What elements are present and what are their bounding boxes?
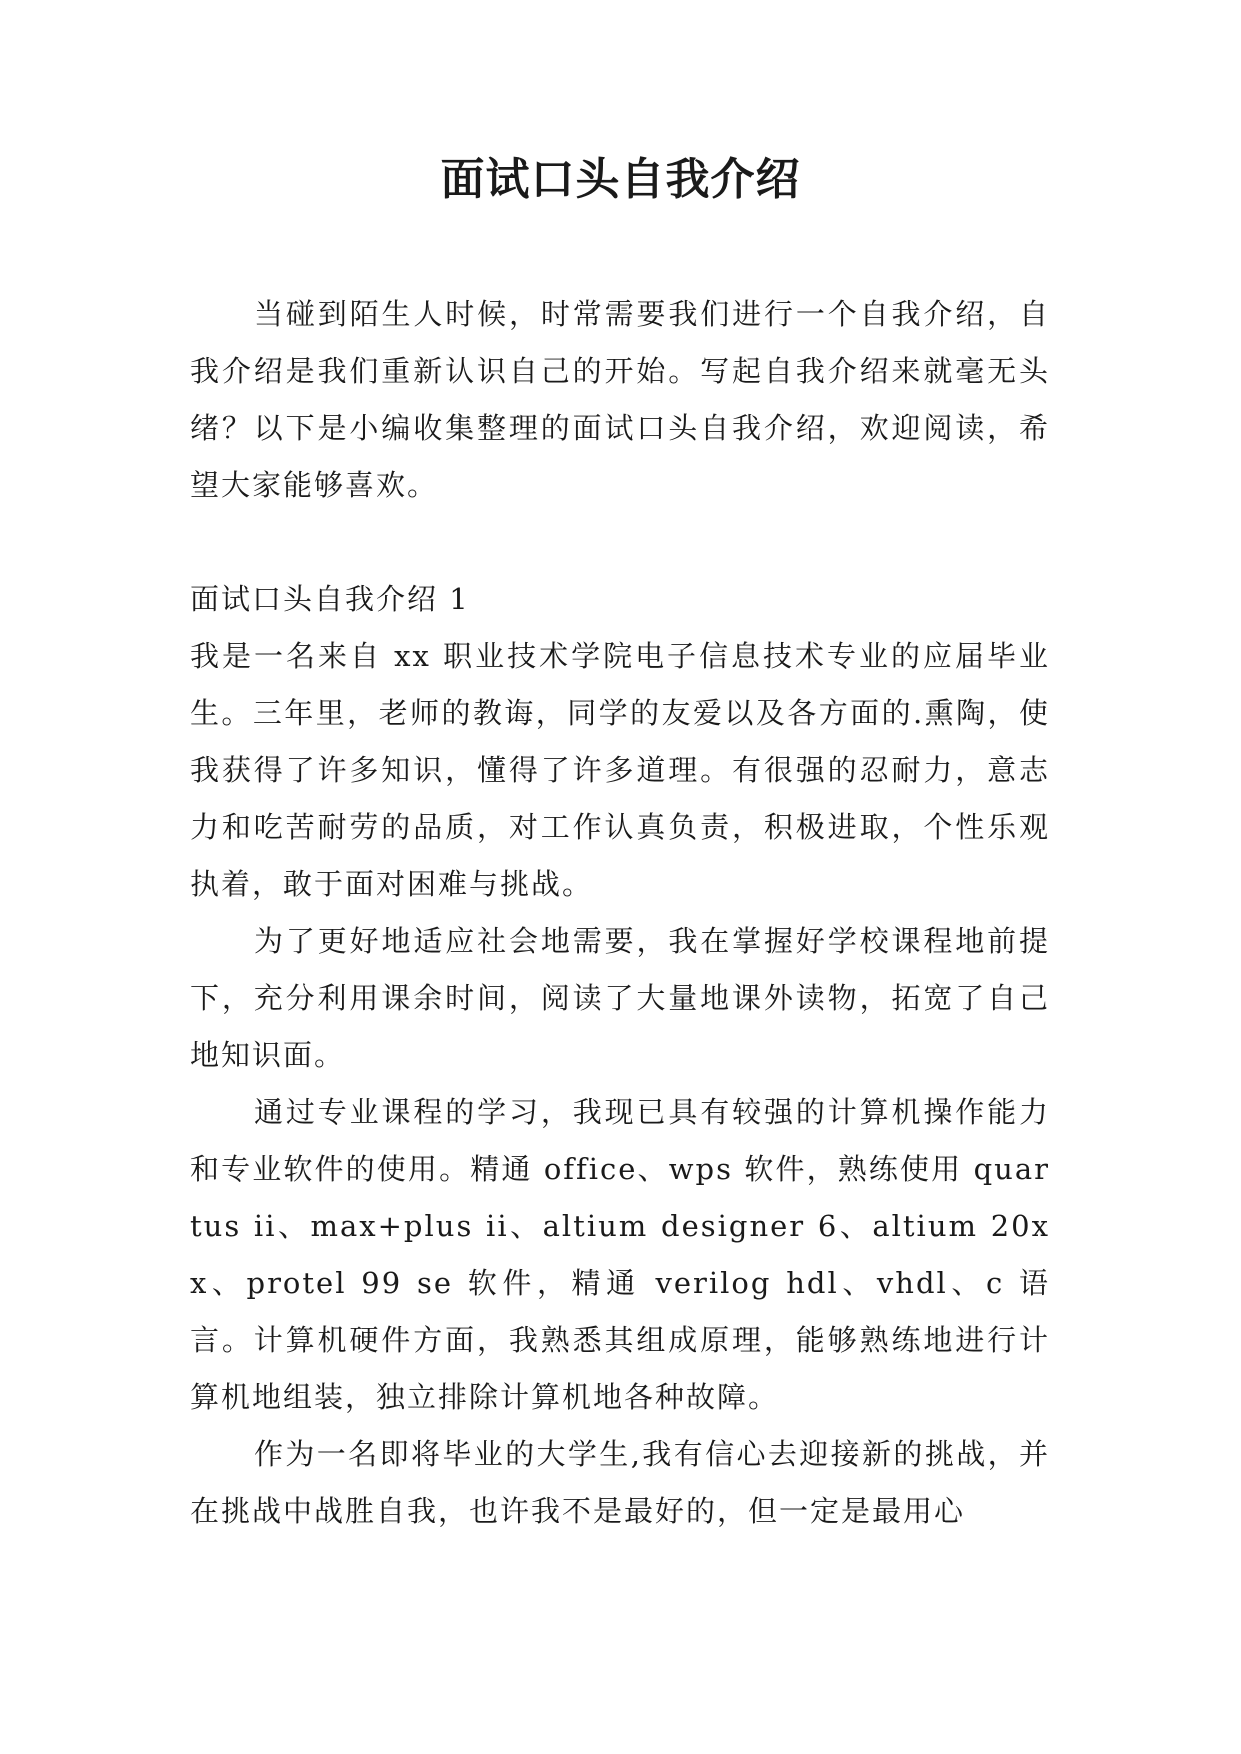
page-title: 面试口头自我介绍 [440,154,801,205]
intro-paragraph: 当碰到陌生人时候，时常需要我们进行一个自我介绍，自我介绍是我们重新认识自己的开始。写起自我介绍来就毫无头绪？以下是小编收集整理的面试口头自我介绍，欢迎阅读，希望大家能够喜欢。 [190,297,1050,502]
body-paragraph-2: 为了更好地适应社会地需要，我在掌握好学校课程地前提下，充分利用课余时间，阅读了大量地课外读物，拓宽了自己地知识面。 [190,924,1050,1072]
body-paragraph-3: 通过专业课程的学习，我现已具有较强的计算机操作能力和专业软件的使用。精通 office、wps 软件，熟练使用 quartus ii、max+plus ii、altium designer 6、altium 20xx、protel 99 se 软件，精通 verilog hdl、vhdl、c 语言。计算机硬件方面，我熟悉其组成原理，能够熟练地进行计算机地组装，独立排除计算机地各种故障。 [190,1095,1050,1414]
body-paragraph-1: 我是一名来自 xx 职业技术学院电子信息技术专业的应届毕业生。三年里，老师的教诲，同学的友爱以及各方面的.熏陶，使我获得了许多知识，懂得了许多道理。有很强的忍耐力，意志力和吃苦耐劳的品质，对工作认真负责，积极进取，个性乐观执着，敢于面对困难与挑战。 [190,639,1050,901]
section-heading: 面试口头自我介绍 1 [190,582,470,616]
document-body [190,286,1050,1540]
body-paragraph-4: 作为一名即将毕业的大学生,我有信心去迎接新的挑战，并在挑战中战胜自我，也许我不是最好的，但一定是最用心 [190,1437,1050,1528]
